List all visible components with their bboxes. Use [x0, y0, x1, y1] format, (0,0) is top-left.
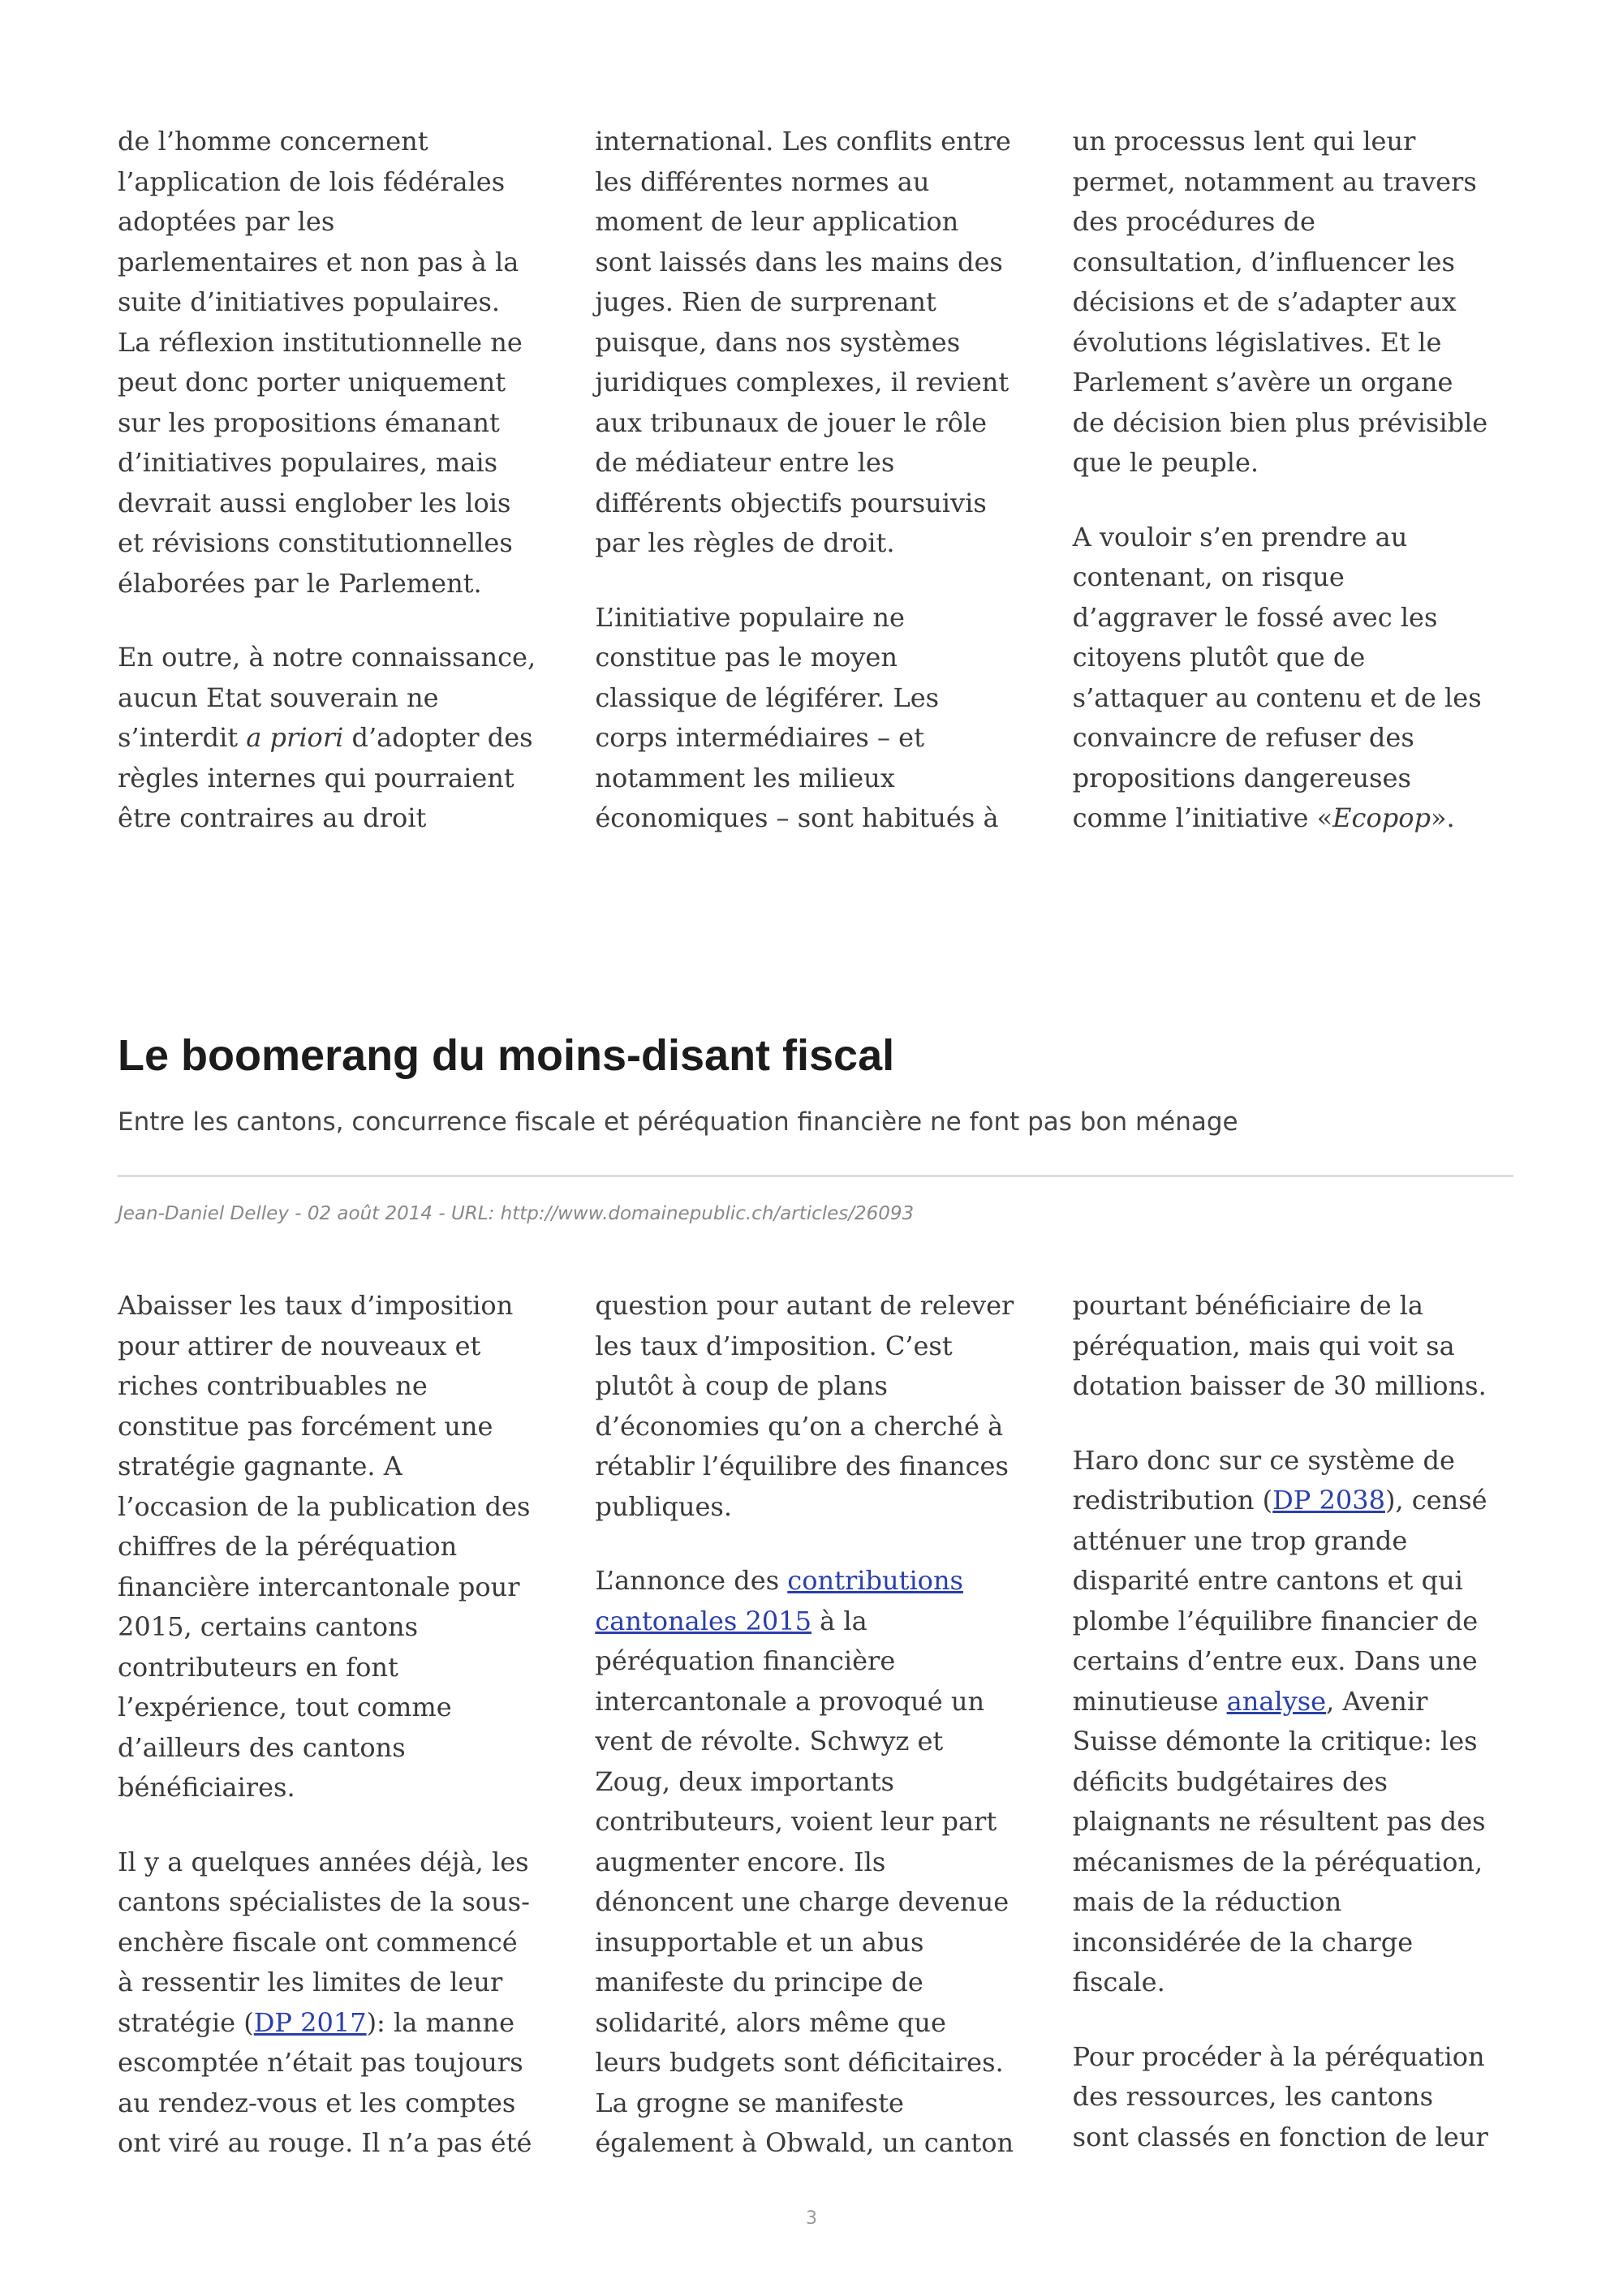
column-3: [1073, 1286, 1513, 2178]
paragraph: En outre, à notre connaissance, aucun Etat souverain ne s’interdit a priori d’adopter des règles internes qui pourraient être contraires au droit: [118, 642, 536, 833]
italic-text: a priori: [246, 722, 344, 753]
divider: [118, 1175, 1513, 1177]
paragraph: L’annonce des contributions cantonales 2015 à la péréquation financière intercantonale a provoqué un vent de révolte. Schwyz et Zoug, deux importants contributeurs, voient leur part augmenter encore. Ils dénoncent une charge devenue insupportable et un abus manifeste du principe de solidarité, alors même que leurs budgets sont déficitaires. La grogne se manifeste également à Obwald, un canton: [595, 1565, 1014, 2158]
article-subtitle: Entre les cantons, concurrence fiscale et péréquation financière ne font pas bon ménage: [118, 1107, 1238, 1137]
paragraph: international. Les conflits entre les différentes normes au moment de leur application sont laissés dans les mains des juges. Rien de surprenant puisque, dans nos systèmes juridiques complexes, il revient aux tribunaux de jouer le rôle de médiateur entre les différents objectifs poursuivis par les règles de droit.: [595, 126, 1011, 558]
link-dp-2038[interactable]: DP 2038: [1272, 1485, 1385, 1516]
column-1: [118, 1286, 558, 2178]
paragraph: question pour autant de relever les taux d’imposition. C’est plutôt à coup de plans d’économies qu’on a cherché à rétablir l’équilibre des finances publiques.: [595, 1290, 1014, 1522]
italic-text: Ecopop: [1332, 802, 1431, 833]
column-2: [595, 122, 1035, 852]
paragraph: Abaisser les taux d’imposition pour attirer de nouveaux et riches contribuables ne constitue pas forcément une stratégie gagnante. A l’occasion de la publication des chiffres de la péréquation financière intercantonale pour 2015, certains cantons contributeurs en font l’expérience, tout comme d’ailleurs des cantons bénéficiaires.: [118, 1290, 531, 1803]
link-contributions-cantonales[interactable]: contributions cantonales 2015: [595, 1565, 963, 1636]
paragraph: pourtant bénéficiaire de la péréquation, mais qui voit sa dotation baisser de 30 millions.: [1072, 1290, 1487, 1401]
paragraph: Pour procéder à la péréquation des ressources, les cantons sont classés en fonction de leur: [1072, 2040, 1488, 2152]
article-title: Le boomerang du moins-disant fiscal: [118, 1031, 895, 1080]
article-meta: Jean-Daniel Delley - 02 août 2014 - URL: http://www.domainepublic.ch/articles/26093: [118, 1203, 915, 1224]
column-3: [1073, 122, 1513, 852]
paragraph: A vouloir s’en prendre au contenant, on risque d’aggraver le fossé avec les citoyens plutôt que de s’attaquer au contenu et de les convaincre de refuser des propositions dangereuses comme l’initiative «Ecopop».: [1072, 521, 1482, 833]
page-number: 3: [806, 2208, 817, 2229]
link-analyse[interactable]: analyse: [1226, 1685, 1327, 1717]
paragraph: Haro donc sur ce système de redistribution (DP 2038), censé atténuer une trop grande disparité entre cantons et qui plombe l’équilibre financier de certains d’entre eux. Dans une minutieuse analyse, Avenir Suisse démonte la critique: les déficits budgétaires des plaignants ne résultent pas des mécanismes de la péréquation, mais de la réduction inconsidérée de la charge fiscale.: [1072, 1444, 1487, 1997]
column-2: [595, 1286, 1035, 2178]
link-dp-2017[interactable]: DP 2017: [253, 2006, 367, 2038]
paragraph: L’initiative populaire ne constitue pas le moyen classique de légiférer. Les corps intermédiaires – et notamment les milieux économiques – sont habitués à: [595, 601, 999, 833]
previous-article-columns: [118, 122, 1513, 852]
article-columns: [118, 1286, 1513, 2178]
column-1: [118, 122, 558, 852]
paragraph: de l’homme concernent l’application de lois fédérales adoptées par les parlementaires et non pas à la suite d’initiatives populaires. La réflexion institutionnelle ne peut donc porter uniquement sur les propositions émanant d’initiatives populaires, mais devrait aussi englober les lois et révisions constitutionnelles élaborées par le Parlement.: [118, 126, 523, 599]
paragraph: un processus lent qui leur permet, notamment au travers des procédures de consultation, d’influencer les décisions et de s’adapter aux évolutions législatives. Et le Parlement s’avère un organe de décision bien plus prévisible que le peuple.: [1072, 126, 1488, 478]
paragraph: Il y a quelques années déjà, les cantons spécialistes de la sous- enchère fiscale ont commencé à ressentir les limites de leur stratégie (DP 2017): la manne escomptée n’était pas toujours au rendez-vous et les comptes ont viré au rouge. Il n’a pas été: [118, 1846, 532, 2158]
